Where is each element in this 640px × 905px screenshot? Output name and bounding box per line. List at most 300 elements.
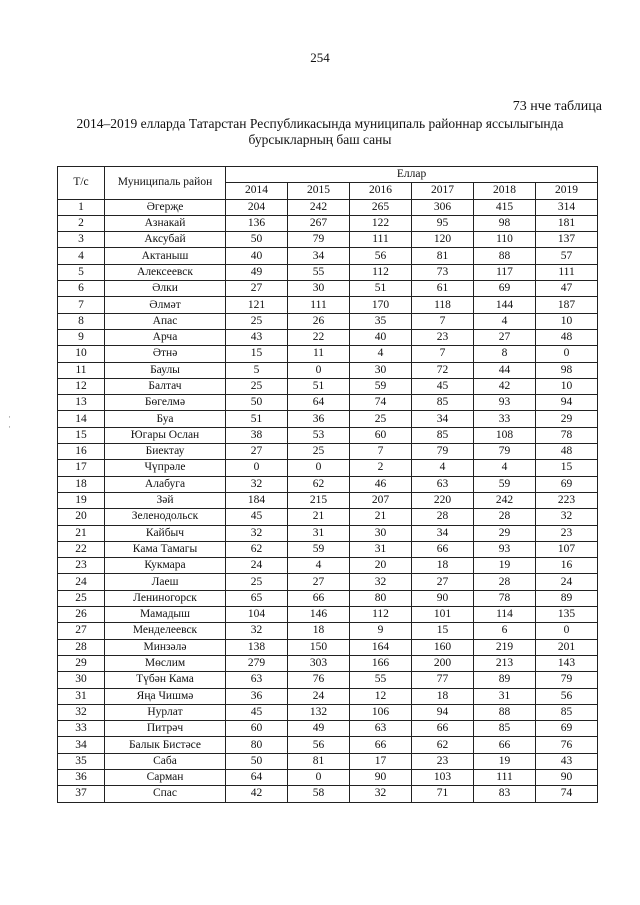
year-value-cell: 64 (288, 395, 350, 411)
row-number-cell: 32 (58, 704, 105, 720)
year-value-cell: 25 (288, 444, 350, 460)
table-row (58, 623, 598, 639)
year-value-cell: 59 (288, 541, 350, 557)
year-value-cell: 146 (288, 607, 350, 623)
district-name-cell: Балтач (105, 378, 226, 394)
year-value-cell: 223 (536, 492, 598, 508)
table-row (58, 509, 598, 525)
district-name-cell: Буа (105, 411, 226, 427)
year-value-cell: 200 (412, 655, 474, 671)
year-value-cell: 112 (350, 607, 412, 623)
row-number-cell: 12 (58, 378, 105, 394)
year-value-cell: 89 (474, 672, 536, 688)
table-row (58, 281, 598, 297)
year-value-cell: 59 (350, 378, 412, 394)
row-number-cell: 2 (58, 215, 105, 231)
year-value-cell: 93 (474, 541, 536, 557)
year-value-cell: 32 (226, 623, 288, 639)
year-value-cell: 0 (288, 769, 350, 785)
year-value-cell: 78 (474, 590, 536, 606)
year-value-cell: 103 (412, 769, 474, 785)
table-row (58, 395, 598, 411)
year-value-cell: 69 (536, 721, 598, 737)
row-number-cell: 18 (58, 476, 105, 492)
row-number-cell: 6 (58, 281, 105, 297)
year-value-cell: 27 (288, 574, 350, 590)
row-number-cell: 23 (58, 558, 105, 574)
row-number-cell: 36 (58, 769, 105, 785)
year-value-cell: 31 (350, 541, 412, 557)
year-value-cell: 58 (288, 786, 350, 802)
year-value-cell: 132 (288, 704, 350, 720)
district-name-cell: Биектау (105, 444, 226, 460)
header-num: Т/с (58, 167, 105, 200)
district-data-table (57, 166, 598, 803)
year-value-cell: 0 (226, 460, 288, 476)
year-value-cell: 90 (536, 769, 598, 785)
year-value-cell: 51 (288, 378, 350, 394)
year-value-cell: 23 (412, 329, 474, 345)
year-value-cell: 80 (226, 737, 288, 753)
row-number-cell: 31 (58, 688, 105, 704)
year-value-cell: 85 (536, 704, 598, 720)
district-name-cell: Югары Ослан (105, 427, 226, 443)
year-value-cell: 64 (226, 769, 288, 785)
year-value-cell: 110 (474, 232, 536, 248)
district-name-cell: Чүпрәле (105, 460, 226, 476)
row-number-cell: 16 (58, 444, 105, 460)
year-value-cell: 59 (474, 476, 536, 492)
year-value-cell: 28 (474, 509, 536, 525)
year-value-cell: 36 (288, 411, 350, 427)
year-value-cell: 81 (412, 248, 474, 264)
title-line-1: 2014–2019 елларда Татарстан Республикасында муниципаль районнар яссылыгында (76, 116, 564, 131)
table-row (58, 541, 598, 557)
year-value-cell: 18 (412, 688, 474, 704)
table-row (58, 297, 598, 313)
year-value-cell: 45 (226, 509, 288, 525)
year-value-cell: 0 (288, 460, 350, 476)
table-row (58, 460, 598, 476)
year-value-cell: 25 (226, 378, 288, 394)
year-value-cell: 40 (350, 329, 412, 345)
row-number-cell: 27 (58, 623, 105, 639)
year-value-cell: 25 (226, 574, 288, 590)
year-value-cell: 5 (226, 362, 288, 378)
table-row (58, 639, 598, 655)
year-value-cell: 117 (474, 264, 536, 280)
table-header (58, 167, 598, 200)
year-value-cell: 43 (536, 753, 598, 769)
year-value-cell: 29 (536, 411, 598, 427)
title-line-2: бурсыкларның баш саны (248, 132, 392, 147)
row-number-cell: 1 (58, 199, 105, 215)
year-value-cell: 114 (474, 607, 536, 623)
district-name-cell: Балык Бистәсе (105, 737, 226, 753)
year-value-cell: 66 (350, 737, 412, 753)
year-value-cell: 150 (288, 639, 350, 655)
year-value-cell: 17 (350, 753, 412, 769)
year-value-cell: 79 (412, 444, 474, 460)
year-value-cell: 88 (474, 704, 536, 720)
year-value-cell: 61 (412, 281, 474, 297)
year-value-cell: 42 (226, 786, 288, 802)
header-years-group: Еллар (226, 167, 598, 183)
district-name-cell: Мамадыш (105, 607, 226, 623)
year-value-cell: 93 (474, 395, 536, 411)
year-value-cell: 32 (350, 574, 412, 590)
year-value-cell: 19 (474, 753, 536, 769)
year-value-cell: 415 (474, 199, 536, 215)
year-value-cell: 89 (536, 590, 598, 606)
year-value-cell: 22 (288, 329, 350, 345)
year-value-cell: 56 (536, 688, 598, 704)
year-value-cell: 279 (226, 655, 288, 671)
year-value-cell: 242 (288, 199, 350, 215)
district-name-cell: Лениногорск (105, 590, 226, 606)
year-value-cell: 55 (350, 672, 412, 688)
year-value-cell: 29 (474, 525, 536, 541)
year-value-cell: 79 (474, 444, 536, 460)
row-number-cell: 14 (58, 411, 105, 427)
year-value-cell: 215 (288, 492, 350, 508)
year-value-cell: 21 (350, 509, 412, 525)
table-row (58, 769, 598, 785)
district-name-cell: Минзәлә (105, 639, 226, 655)
year-value-cell: 121 (226, 297, 288, 313)
year-value-cell: 53 (288, 427, 350, 443)
year-value-cell: 6 (474, 623, 536, 639)
table-row (58, 574, 598, 590)
year-value-cell: 112 (350, 264, 412, 280)
row-number-cell: 30 (58, 672, 105, 688)
district-name-cell: Зеленодольск (105, 509, 226, 525)
year-value-cell: 111 (536, 264, 598, 280)
header-year: 2016 (350, 183, 412, 199)
year-value-cell: 63 (226, 672, 288, 688)
year-value-cell: 85 (412, 395, 474, 411)
row-number-cell: 15 (58, 427, 105, 443)
year-value-cell: 7 (412, 313, 474, 329)
row-number-cell: 10 (58, 346, 105, 362)
year-value-cell: 34 (288, 248, 350, 264)
year-value-cell: 55 (288, 264, 350, 280)
header-year: 2017 (412, 183, 474, 199)
year-value-cell: 4 (350, 346, 412, 362)
year-value-cell: 15 (226, 346, 288, 362)
year-value-cell: 66 (474, 737, 536, 753)
year-value-cell: 11 (288, 346, 350, 362)
district-name-cell: Кукмара (105, 558, 226, 574)
year-value-cell: 220 (412, 492, 474, 508)
year-value-cell: 25 (350, 411, 412, 427)
year-value-cell: 213 (474, 655, 536, 671)
row-number-cell: 4 (58, 248, 105, 264)
year-value-cell: 16 (536, 558, 598, 574)
year-value-cell: 94 (412, 704, 474, 720)
district-name-cell: Әлки (105, 281, 226, 297)
year-value-cell: 35 (350, 313, 412, 329)
year-value-cell: 42 (474, 378, 536, 394)
district-name-cell: Бөгелмә (105, 395, 226, 411)
year-value-cell: 108 (474, 427, 536, 443)
table-label: 73 нче таблица (512, 99, 602, 114)
year-value-cell: 107 (536, 541, 598, 557)
header-year: 2018 (474, 183, 536, 199)
year-value-cell: 74 (350, 395, 412, 411)
year-value-cell: 138 (226, 639, 288, 655)
table-body (58, 199, 598, 802)
district-name-cell: Кама Тамагы (105, 541, 226, 557)
district-name-cell: Түбән Кама (105, 672, 226, 688)
year-value-cell: 26 (288, 313, 350, 329)
district-name-cell: Аксубай (105, 232, 226, 248)
year-value-cell: 49 (288, 721, 350, 737)
year-value-cell: 98 (536, 362, 598, 378)
table-row (58, 378, 598, 394)
header-year: 2015 (288, 183, 350, 199)
year-value-cell: 38 (226, 427, 288, 443)
year-value-cell: 204 (226, 199, 288, 215)
row-number-cell: 5 (58, 264, 105, 280)
year-value-cell: 50 (226, 232, 288, 248)
row-number-cell: 37 (58, 786, 105, 802)
year-value-cell: 24 (536, 574, 598, 590)
year-value-cell: 30 (288, 281, 350, 297)
table-row (58, 346, 598, 362)
year-value-cell: 111 (288, 297, 350, 313)
year-value-cell: 66 (412, 721, 474, 737)
district-name-cell: Мөслим (105, 655, 226, 671)
year-value-cell: 7 (412, 346, 474, 362)
table-row (58, 590, 598, 606)
district-name-cell: Актаныш (105, 248, 226, 264)
year-value-cell: 60 (226, 721, 288, 737)
year-value-cell: 30 (350, 362, 412, 378)
year-value-cell: 4 (474, 460, 536, 476)
year-value-cell: 135 (536, 607, 598, 623)
year-value-cell: 101 (412, 607, 474, 623)
year-value-cell: 69 (536, 476, 598, 492)
table-row (58, 248, 598, 264)
row-number-cell: 9 (58, 329, 105, 345)
year-value-cell: 73 (412, 264, 474, 280)
year-value-cell: 137 (536, 232, 598, 248)
year-value-cell: 76 (288, 672, 350, 688)
year-value-cell: 27 (412, 574, 474, 590)
year-value-cell: 83 (474, 786, 536, 802)
table-title (30, 116, 610, 148)
district-name-cell: Лаеш (105, 574, 226, 590)
year-value-cell: 85 (474, 721, 536, 737)
district-name-cell: Нурлат (105, 704, 226, 720)
year-value-cell: 7 (350, 444, 412, 460)
year-value-cell: 20 (350, 558, 412, 574)
year-value-cell: 77 (412, 672, 474, 688)
year-value-cell: 98 (474, 215, 536, 231)
year-value-cell: 50 (226, 753, 288, 769)
year-value-cell: 18 (412, 558, 474, 574)
year-value-cell: 23 (412, 753, 474, 769)
table-row (58, 362, 598, 378)
year-value-cell: 63 (350, 721, 412, 737)
year-value-cell: 184 (226, 492, 288, 508)
year-value-cell: 25 (226, 313, 288, 329)
year-value-cell: 122 (350, 215, 412, 231)
header-district: Муниципаль район (105, 167, 226, 200)
district-name-cell: Саба (105, 753, 226, 769)
year-value-cell: 144 (474, 297, 536, 313)
year-value-cell: 27 (226, 444, 288, 460)
table-row (58, 655, 598, 671)
year-value-cell: 76 (536, 737, 598, 753)
row-number-cell: 13 (58, 395, 105, 411)
district-name-cell: Арча (105, 329, 226, 345)
district-name-cell: Алабуга (105, 476, 226, 492)
district-name-cell: Яңа Чишмә (105, 688, 226, 704)
year-value-cell: 78 (536, 427, 598, 443)
scan-artifact-mark: · · (8, 412, 11, 432)
year-value-cell: 15 (536, 460, 598, 476)
year-value-cell: 32 (350, 786, 412, 802)
year-value-cell: 56 (288, 737, 350, 753)
year-value-cell: 34 (412, 525, 474, 541)
year-value-cell: 40 (226, 248, 288, 264)
district-name-cell: Азнакай (105, 215, 226, 231)
year-value-cell: 62 (226, 541, 288, 557)
year-value-cell: 181 (536, 215, 598, 231)
district-name-cell: Кайбыч (105, 525, 226, 541)
row-number-cell: 21 (58, 525, 105, 541)
table-row (58, 199, 598, 215)
row-number-cell: 24 (58, 574, 105, 590)
year-value-cell: 265 (350, 199, 412, 215)
header-year: 2014 (226, 183, 288, 199)
year-value-cell: 143 (536, 655, 598, 671)
table-row (58, 721, 598, 737)
year-value-cell: 62 (412, 737, 474, 753)
year-value-cell: 207 (350, 492, 412, 508)
year-value-cell: 314 (536, 199, 598, 215)
year-value-cell: 0 (536, 346, 598, 362)
year-value-cell: 4 (288, 558, 350, 574)
year-value-cell: 46 (350, 476, 412, 492)
table-row (58, 704, 598, 720)
year-value-cell: 33 (474, 411, 536, 427)
table-row (58, 313, 598, 329)
year-value-cell: 66 (288, 590, 350, 606)
year-value-cell: 36 (226, 688, 288, 704)
year-value-cell: 166 (350, 655, 412, 671)
year-value-cell: 10 (536, 378, 598, 394)
year-value-cell: 57 (536, 248, 598, 264)
year-value-cell: 79 (536, 672, 598, 688)
row-number-cell: 28 (58, 639, 105, 655)
year-value-cell: 219 (474, 639, 536, 655)
year-value-cell: 27 (474, 329, 536, 345)
district-name-cell: Спас (105, 786, 226, 802)
year-value-cell: 81 (288, 753, 350, 769)
district-name-cell: Питрәч (105, 721, 226, 737)
row-number-cell: 33 (58, 721, 105, 737)
year-value-cell: 24 (288, 688, 350, 704)
year-value-cell: 47 (536, 281, 598, 297)
year-value-cell: 27 (226, 281, 288, 297)
year-value-cell: 160 (412, 639, 474, 655)
year-value-cell: 63 (412, 476, 474, 492)
district-name-cell: Әгерҗе (105, 199, 226, 215)
year-value-cell: 88 (474, 248, 536, 264)
row-number-cell: 35 (58, 753, 105, 769)
year-value-cell: 85 (412, 427, 474, 443)
table-row (58, 411, 598, 427)
year-value-cell: 21 (288, 509, 350, 525)
row-number-cell: 20 (58, 509, 105, 525)
table-row (58, 444, 598, 460)
row-number-cell: 25 (58, 590, 105, 606)
year-value-cell: 31 (288, 525, 350, 541)
table-row (58, 607, 598, 623)
table-row (58, 476, 598, 492)
year-value-cell: 44 (474, 362, 536, 378)
year-value-cell: 303 (288, 655, 350, 671)
year-value-cell: 4 (474, 313, 536, 329)
year-value-cell: 12 (350, 688, 412, 704)
year-value-cell: 72 (412, 362, 474, 378)
year-value-cell: 170 (350, 297, 412, 313)
row-number-cell: 17 (58, 460, 105, 476)
year-value-cell: 201 (536, 639, 598, 655)
year-value-cell: 32 (226, 525, 288, 541)
year-value-cell: 10 (536, 313, 598, 329)
year-value-cell: 34 (412, 411, 474, 427)
year-value-cell: 51 (350, 281, 412, 297)
table-row (58, 492, 598, 508)
year-value-cell: 60 (350, 427, 412, 443)
year-value-cell: 45 (412, 378, 474, 394)
year-value-cell: 49 (226, 264, 288, 280)
year-value-cell: 120 (412, 232, 474, 248)
district-name-cell: Баулы (105, 362, 226, 378)
year-value-cell: 32 (536, 509, 598, 525)
year-value-cell: 45 (226, 704, 288, 720)
year-value-cell: 32 (226, 476, 288, 492)
page-number: 254 (310, 50, 330, 65)
year-value-cell: 90 (350, 769, 412, 785)
year-value-cell: 50 (226, 395, 288, 411)
year-value-cell: 80 (350, 590, 412, 606)
year-value-cell: 71 (412, 786, 474, 802)
year-value-cell: 48 (536, 329, 598, 345)
year-value-cell: 111 (474, 769, 536, 785)
year-value-cell: 69 (474, 281, 536, 297)
year-value-cell: 48 (536, 444, 598, 460)
year-value-cell: 66 (412, 541, 474, 557)
year-value-cell: 106 (350, 704, 412, 720)
table-row (58, 753, 598, 769)
year-value-cell: 0 (536, 623, 598, 639)
year-value-cell: 111 (350, 232, 412, 248)
year-value-cell: 94 (536, 395, 598, 411)
header-year: 2019 (536, 183, 598, 199)
district-name-cell: Сарман (105, 769, 226, 785)
year-value-cell: 19 (474, 558, 536, 574)
district-name-cell: Зәй (105, 492, 226, 508)
table-row (58, 427, 598, 443)
table-row (58, 737, 598, 753)
table-row (58, 232, 598, 248)
table-row (58, 558, 598, 574)
